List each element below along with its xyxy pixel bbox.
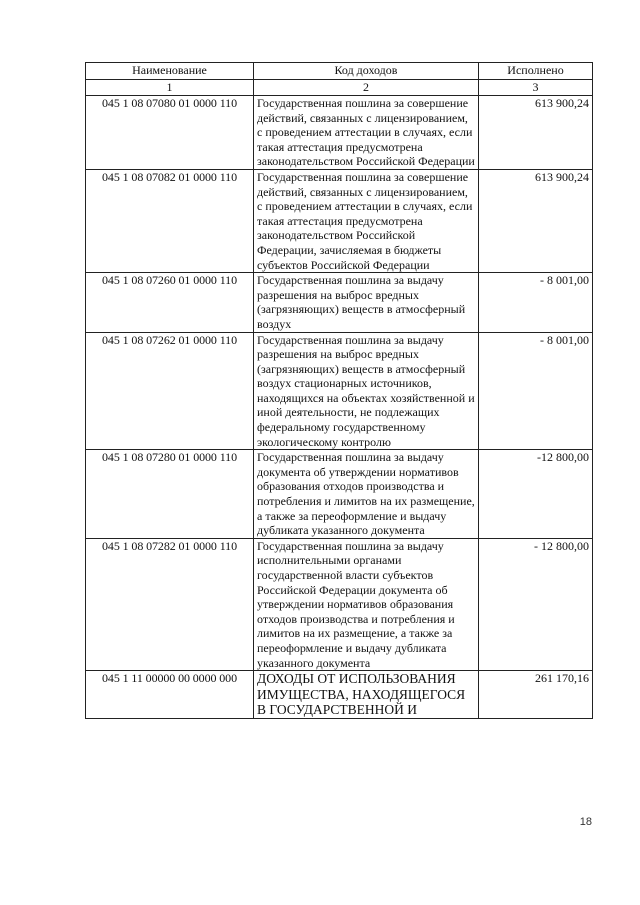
row-name: Государственная пошлина за совершение действий, связанных с лицензированием, с проведением аттестации в случаях, если такая аттестация предусмотрена законодательством Российской Федерации, зачисляемая в бюджеты субъектов Российской Федерации <box>254 169 479 272</box>
row-name: Государственная пошлина за выдачу разрешения на выброс вредных (загрязняющих) веществ в атмосферный воздух стационарных источников, находящихся на объектах хозяйственной и иной деятельности, не подлежащих федеральному государственному экологическому контролю <box>254 332 479 450</box>
row-code: 045 1 08 07082 01 0000 110 <box>86 169 254 272</box>
row-amount: - 12 800,00 <box>479 538 593 670</box>
row-amount: 613 900,24 <box>479 169 593 272</box>
table-header-row <box>86 63 593 80</box>
row-name: Государственная пошлина за выдачу исполнительными органами государственной власти субъектов Российской Федерации документа об утверждении нормативов образования отходов производства и потребления и лимитов на их размещение, а также за переоформление и выдачу дубликата указанного документа <box>254 538 479 670</box>
row-name: Государственная пошлина за выдачу разрешения на выброс вредных (загрязняющих) веществ в атмосферный воздух <box>254 273 479 332</box>
row-code: 045 1 08 07260 01 0000 110 <box>86 273 254 332</box>
column-number-2: 2 <box>254 80 479 96</box>
row-name: ДОХОДЫ ОТ ИСПОЛЬЗОВАНИЯ ИМУЩЕСТВА, НАХОДЯЩЕГОСЯ В ГОСУДАРСТВЕННОЙ И <box>254 671 479 719</box>
column-number-1: 1 <box>86 80 254 96</box>
table-row <box>86 273 593 332</box>
row-amount: - 8 001,00 <box>479 273 593 332</box>
row-name: Государственная пошлина за выдачу документа об утверждении нормативов образования отходов производства и потребления и лимитов на их размещение, а также за переоформление и выдачу дубликата указанного документа <box>254 450 479 539</box>
column-number-row <box>86 80 593 96</box>
table-row <box>86 450 593 539</box>
header-name: Наименование <box>86 63 254 80</box>
column-number-3: 3 <box>479 80 593 96</box>
row-amount: -12 800,00 <box>479 450 593 539</box>
row-name: Государственная пошлина за совершение действий, связанных с лицензированием, с проведением аттестации в случаях, если такая аттестация предусмотрена законодательством Российской Федерации <box>254 96 479 170</box>
table-row <box>86 169 593 272</box>
row-code: 045 1 11 00000 00 0000 000 <box>86 671 254 719</box>
revenue-table <box>85 62 593 719</box>
row-code: 045 1 08 07262 01 0000 110 <box>86 332 254 450</box>
row-amount: 613 900,24 <box>479 96 593 170</box>
row-code: 045 1 08 07280 01 0000 110 <box>86 450 254 539</box>
row-code: 045 1 08 07282 01 0000 110 <box>86 538 254 670</box>
table-row <box>86 538 593 670</box>
page-number: 18 <box>579 816 592 828</box>
table-row <box>86 671 593 719</box>
row-amount: - 8 001,00 <box>479 332 593 450</box>
row-code: 045 1 08 07080 01 0000 110 <box>86 96 254 170</box>
header-code: Код доходов <box>254 63 479 80</box>
table-row <box>86 96 593 170</box>
row-amount: 261 170,16 <box>479 671 593 719</box>
header-amount: Исполнено <box>479 63 593 80</box>
table-row <box>86 332 593 450</box>
